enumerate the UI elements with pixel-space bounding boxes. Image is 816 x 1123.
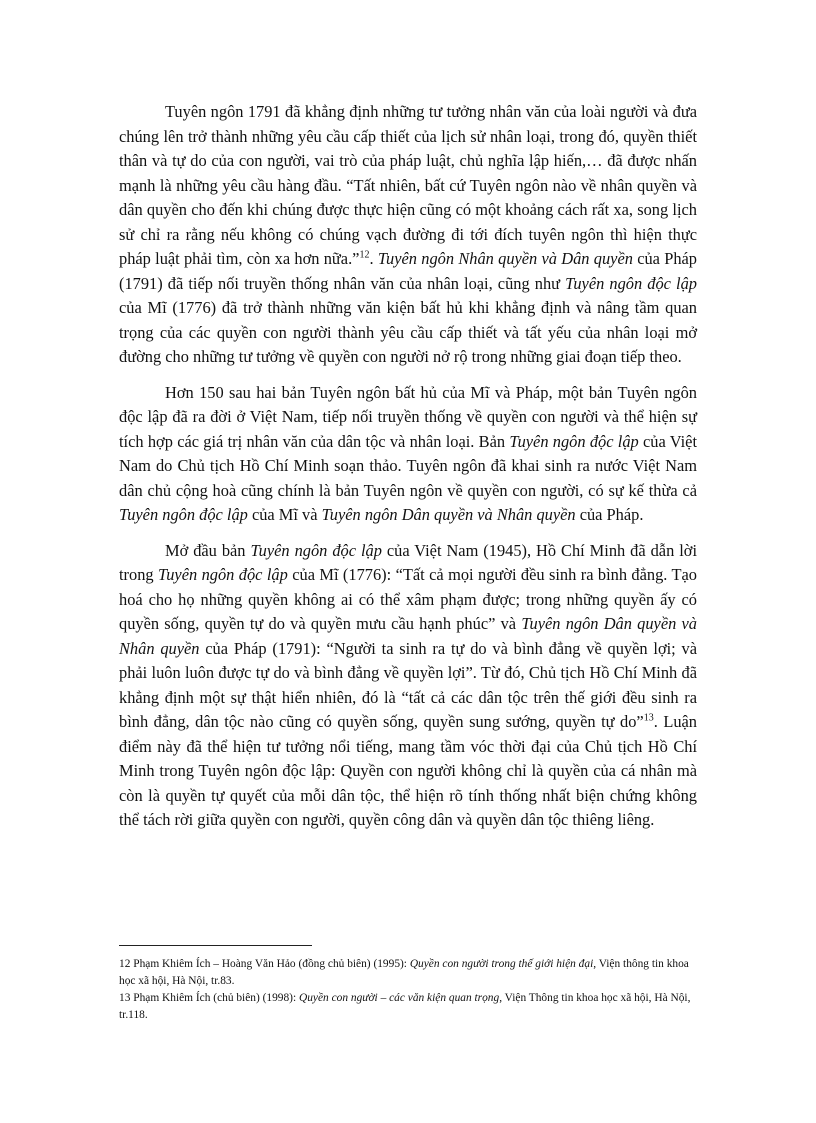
paragraph xyxy=(119,100,697,370)
footnote-reference: 12 xyxy=(359,249,370,261)
italic-title: Tuyên ngôn Dân quyền và Nhân quyền xyxy=(119,614,697,658)
text-run: của Pháp (1791) đã tiếp nối truyền thống nhân văn của nhân loại, cũng như xyxy=(119,249,697,293)
text-run: Tuyên ngôn 1791 đã khẳng định những tư tưởng nhân văn của loài người và đưa chúng lên trở thành những yêu cầu cấp thiết của lịch sử nhân loại, trong đó, quyền thiết thân và tự do của con người, vai trò của pháp luật, chủ nghĩa lập hiến,… đã được nhấn mạnh là những yêu cầu hàng đầu. “Tất nhiên, bất cứ Tuyên ngôn nào về nhân quyền và dân quyền cho đến khi chúng được thực hiện cũng có một khoảng cách rất xa, song lịch sử chỉ ra rằng nếu không có chúng vạch đường đi tới đích tuyên ngôn thì hiện thực pháp luật phải tìm, còn xa hơn nữa.” xyxy=(119,102,697,268)
text-run: của Việt Nam do Chủ tịch Hồ Chí Minh soạn thảo. Tuyên ngôn đã khai sinh ra nước Việt Nam dân chủ cộng hoà cũng chính là bản Tuyên ngôn về quyền con người, có sự kế thừa cả xyxy=(119,431,697,500)
text-run: , Viện thông tin khoa học xã hội, Hà Nội, tr.83. xyxy=(119,958,689,987)
text-run: của Mĩ (1776): “Tất cả mọi người đều sinh ra bình đẳng. Tạo hoá cho họ những quyền không ai có thể xâm phạm được; trong những quyền ấy có quyền sống, quyền tự do và quyền mưu cầu hạnh phúc” và xyxy=(119,565,697,633)
text-run: Hơn 150 sau hai bản Tuyên ngôn bất hủ của Mĩ và Pháp, một bản Tuyên ngôn độc lập đã ra đời ở Việt Nam, tiếp nối truyền thống về quyền con người và thể hiện sự tích hợp các giá trị nhân văn của dân tộc và nhân loại. Bản xyxy=(119,382,697,451)
text-run: . xyxy=(369,249,378,268)
footnote xyxy=(119,956,697,990)
italic-title: Quyền con người trong thế giới hiện đại xyxy=(409,958,594,970)
text-run: của Việt Nam (1945), Hồ Chí Minh đã dẫn lời trong xyxy=(119,540,697,584)
paragraph xyxy=(119,539,697,833)
italic-title: Tuyên ngôn độc lập xyxy=(158,565,288,584)
italic-title: Tuyên ngôn độc lập xyxy=(565,273,697,293)
italic-title: Quyền con người – các văn kiện quan trọng xyxy=(299,992,500,1004)
italic-title: Tuyên ngôn độc lập xyxy=(119,505,248,524)
footnotes xyxy=(119,956,697,1024)
text-run: 13 Phạm Khiêm Ích (chủ biên) (1998): xyxy=(119,992,299,1004)
body-text xyxy=(119,100,697,844)
text-run: 12 Phạm Khiêm Ích – Hoàng Văn Hảo (đồng chủ biên) (1995): xyxy=(119,958,410,970)
text-run: . Luận điểm này đã thể hiện tư tưởng nổi tiếng, mang tầm vóc thời đại của Chủ tịch Hồ Chí Minh trong Tuyên ngôn độc lập: Quyền con người không chỉ là quyền của cá nhân mà còn là quyền tự quyết của mỗi dân tộc, thể hiện rõ tính thống nhất biện chứng không thể tách rời giữa quyền con người, quyền công dân và quyền dân tộc thiêng liêng. xyxy=(119,712,697,829)
text-run: của Pháp. xyxy=(575,505,644,524)
italic-title: Tuyên ngôn Dân quyền và Nhân quyền xyxy=(321,505,576,524)
text-run: của Mĩ (1776) đã trở thành những văn kiện bất hủ khi khẳng định và nâng tầm quan trọng của các quyền con người thành yêu cầu cấp thiết và tất yếu của nhân loại mở đường cho những tư tưởng về quyền con người nở rộ trong những giai đoạn tiếp theo. xyxy=(119,298,697,366)
text-run: , Viện Thông tin khoa học xã hội, Hà Nội, tr.118. xyxy=(119,992,691,1021)
italic-title: Tuyên ngôn độc lập xyxy=(250,540,382,560)
footnote-reference: 13 xyxy=(643,712,654,724)
text-run: Mở đầu bản xyxy=(165,540,251,560)
text-run: của Mĩ và xyxy=(247,505,322,524)
italic-title: Tuyên ngôn độc lập xyxy=(509,431,639,451)
italic-title: Tuyên ngôn Nhân quyền và Dân quyền xyxy=(377,249,633,268)
paragraph xyxy=(119,381,697,528)
text-run: của Pháp (1791): “Người ta sinh ra tự do và bình đẳng về quyền lợi; và phải luôn luôn được tự do và bình đẳng về quyền lợi”. Từ đó, Chủ tịch Hồ Chí Minh đã khẳng định một sự thật hiển nhiên, đó là “tất cả các dân tộc trên thế giới đều sinh ra bình đẳng, dân tộc nào cũng có quyền sống, quyền sung sướng, quyền tự do” xyxy=(119,638,697,731)
footnote xyxy=(119,990,697,1024)
footnote-separator xyxy=(119,945,312,946)
